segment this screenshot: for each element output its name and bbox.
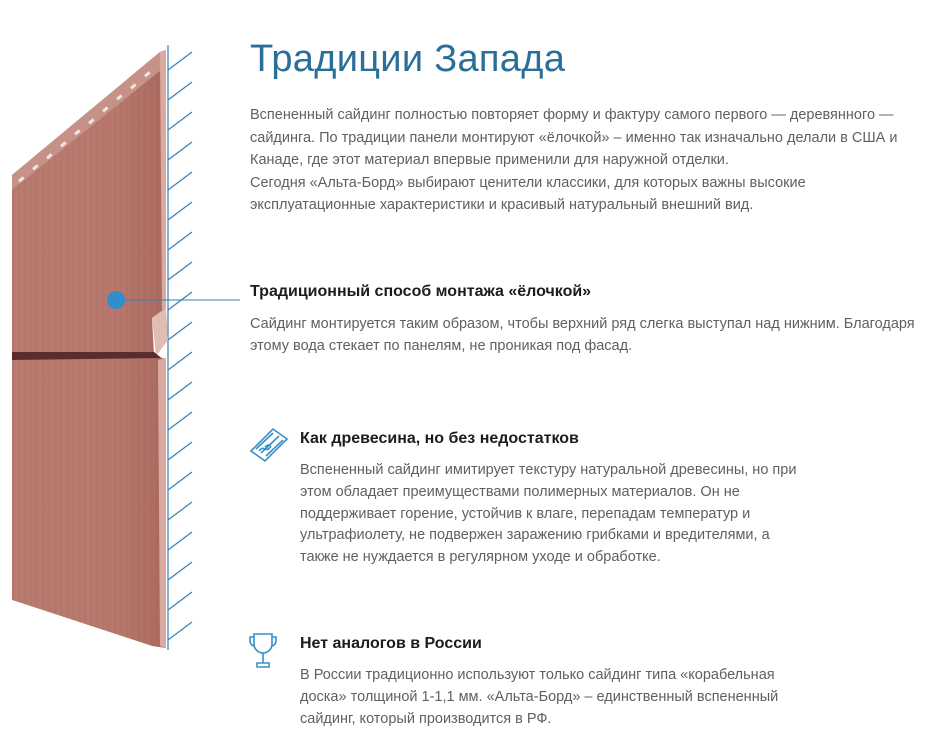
intro-paragraph: Сегодня «Альта-Борд» выбирают ценители классики, для которых важны высокие эксплуатационные характеристики и красивый натуральный внешний вид. xyxy=(250,174,806,213)
wall-hatching xyxy=(168,45,192,650)
trophy-icon xyxy=(248,631,278,680)
method-text: Сайдинг монтируется таким образом, чтобы верхний ряд слегка выступал над нижним. Благодаря этому вода стекает по панелям, не проникая под фасад. xyxy=(250,316,915,354)
siding-panel-upper xyxy=(12,50,168,356)
callout-marker xyxy=(107,291,125,309)
feature-text: Вспененный сайдинг имитирует текстуру натуральной древесины, но при этом обладает преимуществами полимерных материалов. Он не поддерживает горение, устойчив к влаге, перепадам температур и ультрафиолету, не подвержен заражению грибками и вредителями, а также не нуждается в регулярном уходе и обработке. xyxy=(300,462,797,566)
feature-text: В России традиционно используют только сайдинг типа «корабельная доска» толщиной 1-1,1 мм. «Альта-Борд» – единственный вспененный сайдинг, который производится в РФ. xyxy=(300,667,779,727)
method-heading: Традиционный способ монтажа «ёлочкой» xyxy=(250,283,592,300)
intro-paragraph: Вспененный сайдинг полностью повторяет форму и фактуру самого первого — деревянного — сайдинга. По традиции панели монтируют «ёлочкой» – именно так изначально делали в США и Канаде, где этот материал впервые применили для наружной отделки. xyxy=(250,107,898,168)
page-title: Традиции Запада xyxy=(250,38,566,80)
feature-heading: Как древесина, но без недостатков xyxy=(300,430,579,447)
feature-heading: Нет аналогов в России xyxy=(300,635,482,652)
siding-illustration xyxy=(0,0,240,755)
siding-panel-lower xyxy=(12,358,166,648)
wood-plank-icon xyxy=(249,425,289,470)
intro-text xyxy=(250,104,900,217)
